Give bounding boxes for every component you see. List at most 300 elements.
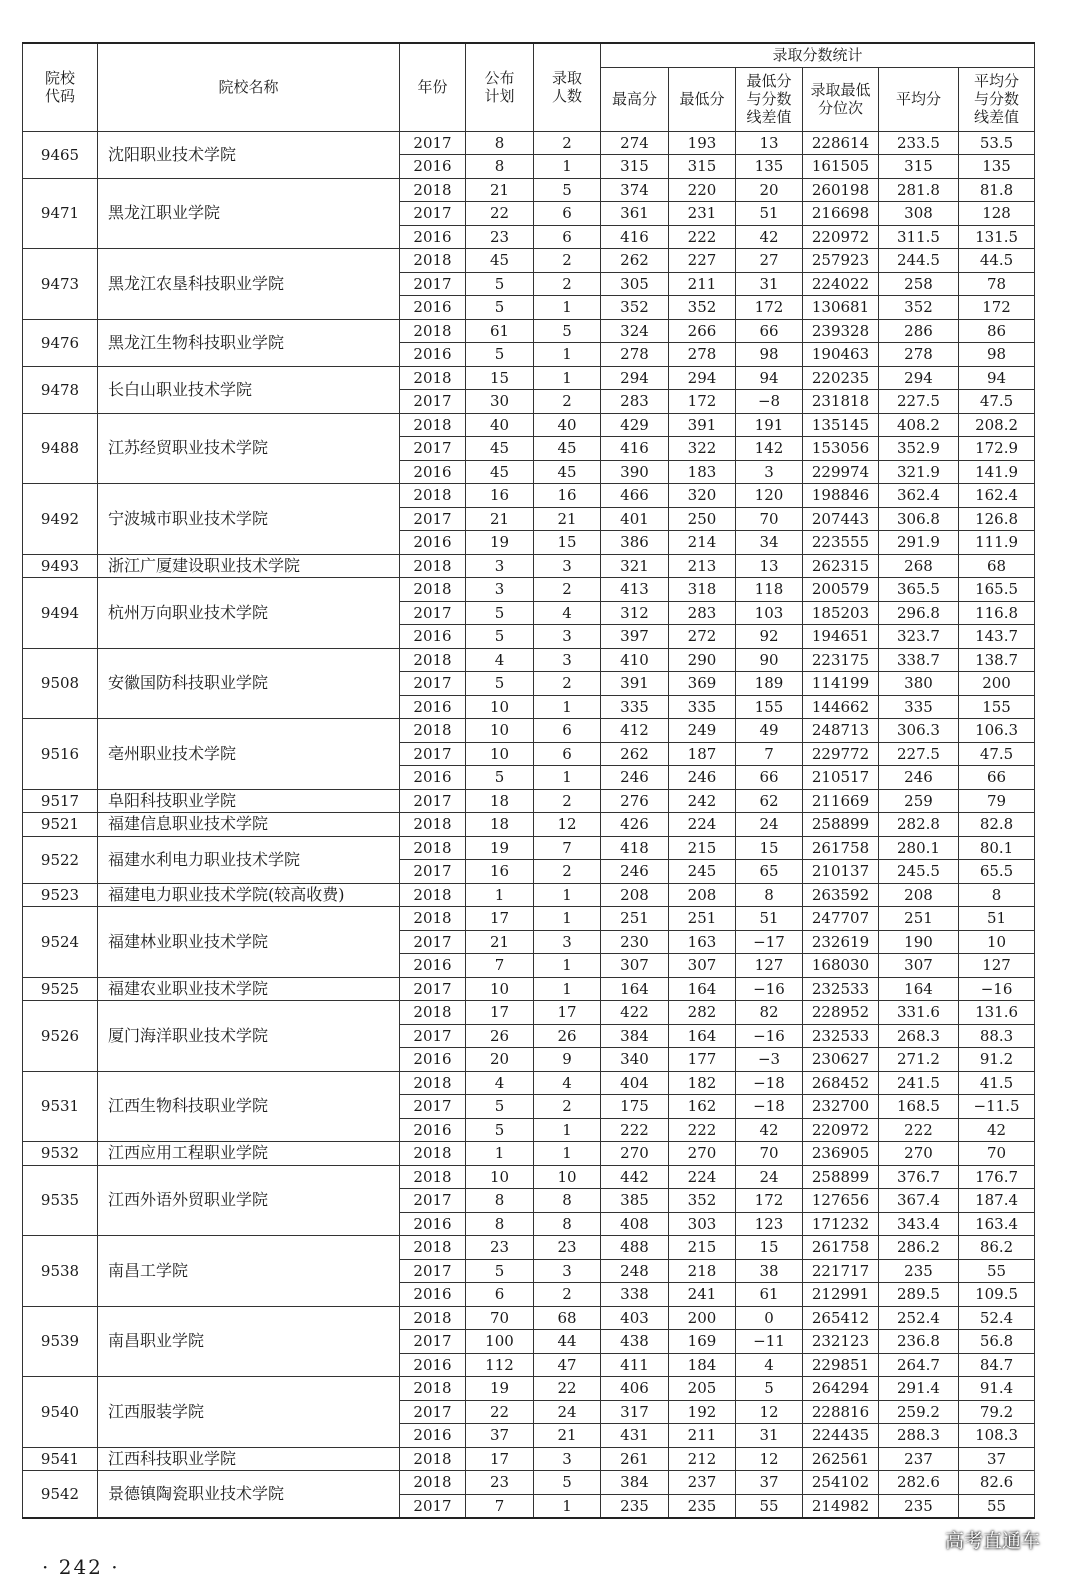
school-name-cell: 江西应用工程职业学院 bbox=[98, 1142, 400, 1166]
min-rank-cell: 214982 bbox=[803, 1494, 879, 1518]
table-row bbox=[23, 578, 1035, 602]
year-cell: 2017 bbox=[400, 1494, 466, 1518]
min-score-cell: 290 bbox=[669, 648, 736, 672]
min-score-cell: 227 bbox=[669, 249, 736, 273]
max-score-cell: 283 bbox=[601, 390, 669, 414]
admitted-cell: 2 bbox=[534, 860, 601, 884]
avg-score-cell: 280.1 bbox=[879, 836, 959, 860]
min-score-cell: 172 bbox=[669, 390, 736, 414]
avg-score-cell: 258 bbox=[879, 272, 959, 296]
plan-cell: 22 bbox=[466, 202, 534, 226]
admitted-cell: 68 bbox=[534, 1306, 601, 1330]
avg-score-cell: 376.7 bbox=[879, 1165, 959, 1189]
avg-diff-cell: 138.7 bbox=[959, 648, 1035, 672]
plan-cell: 3 bbox=[466, 554, 534, 578]
avg-score-cell: 288.3 bbox=[879, 1424, 959, 1448]
min-score-cell: 218 bbox=[669, 1259, 736, 1283]
min-rank-cell: 260198 bbox=[803, 178, 879, 202]
year-cell: 2017 bbox=[400, 1330, 466, 1354]
school-name-cell: 黑龙江生物科技职业学院 bbox=[98, 319, 400, 366]
admitted-cell: 6 bbox=[534, 719, 601, 743]
min-rank-cell: 247707 bbox=[803, 907, 879, 931]
max-score-cell: 222 bbox=[601, 1118, 669, 1142]
year-cell: 2018 bbox=[400, 1071, 466, 1095]
min-rank-cell: 220972 bbox=[803, 1118, 879, 1142]
plan-cell: 45 bbox=[466, 249, 534, 273]
min-diff-cell: 70 bbox=[736, 507, 803, 531]
year-cell: 2018 bbox=[400, 1447, 466, 1471]
avg-diff-cell: 143.7 bbox=[959, 625, 1035, 649]
plan-cell: 10 bbox=[466, 977, 534, 1001]
avg-score-cell: 365.5 bbox=[879, 578, 959, 602]
avg-diff-cell: 200 bbox=[959, 672, 1035, 696]
school-code-cell: 9488 bbox=[23, 413, 98, 484]
max-score-cell: 404 bbox=[601, 1071, 669, 1095]
min-rank-cell: 261758 bbox=[803, 836, 879, 860]
avg-diff-cell: 52.4 bbox=[959, 1306, 1035, 1330]
avg-score-cell: 306.8 bbox=[879, 507, 959, 531]
min-diff-cell: 172 bbox=[736, 296, 803, 320]
min-diff-cell: 27 bbox=[736, 249, 803, 273]
plan-cell: 5 bbox=[466, 672, 534, 696]
avg-score-cell: 291.9 bbox=[879, 531, 959, 555]
min-diff-cell: 90 bbox=[736, 648, 803, 672]
max-score-cell: 385 bbox=[601, 1189, 669, 1213]
min-diff-cell: 3 bbox=[736, 460, 803, 484]
max-score-cell: 246 bbox=[601, 766, 669, 790]
avg-diff-cell: 172.9 bbox=[959, 437, 1035, 461]
school-code-cell: 9526 bbox=[23, 1001, 98, 1072]
year-cell: 2018 bbox=[400, 883, 466, 907]
max-score-cell: 251 bbox=[601, 907, 669, 931]
plan-cell: 5 bbox=[466, 343, 534, 367]
min-diff-cell: 24 bbox=[736, 813, 803, 837]
school-code-cell: 9522 bbox=[23, 836, 98, 883]
school-name-cell: 长白山职业技术学院 bbox=[98, 366, 400, 413]
admitted-cell: 4 bbox=[534, 601, 601, 625]
plan-cell: 5 bbox=[466, 272, 534, 296]
header-min-score: 最低分 bbox=[669, 67, 736, 131]
admitted-cell: 12 bbox=[534, 813, 601, 837]
year-cell: 2016 bbox=[400, 343, 466, 367]
avg-score-cell: 208 bbox=[879, 883, 959, 907]
avg-diff-cell: 131.5 bbox=[959, 225, 1035, 249]
min-rank-cell: 230627 bbox=[803, 1048, 879, 1072]
min-score-cell: 270 bbox=[669, 1142, 736, 1166]
plan-cell: 18 bbox=[466, 789, 534, 813]
header-stats-group: 录取分数统计 bbox=[601, 43, 1035, 67]
min-score-cell: 192 bbox=[669, 1400, 736, 1424]
plan-cell: 23 bbox=[466, 1236, 534, 1260]
plan-cell: 8 bbox=[466, 131, 534, 155]
admitted-cell: 1 bbox=[534, 954, 601, 978]
admitted-cell: 4 bbox=[534, 1071, 601, 1095]
min-rank-cell: 144662 bbox=[803, 695, 879, 719]
admitted-cell: 1 bbox=[534, 766, 601, 790]
admitted-cell: 2 bbox=[534, 249, 601, 273]
plan-cell: 8 bbox=[466, 155, 534, 179]
min-score-cell: 235 bbox=[669, 1494, 736, 1518]
min-score-cell: 241 bbox=[669, 1283, 736, 1307]
admitted-cell: 1 bbox=[534, 883, 601, 907]
admitted-cell: 17 bbox=[534, 1001, 601, 1025]
min-rank-cell: 207443 bbox=[803, 507, 879, 531]
school-code-cell: 9517 bbox=[23, 789, 98, 813]
min-diff-cell: −16 bbox=[736, 1024, 803, 1048]
min-score-cell: 182 bbox=[669, 1071, 736, 1095]
admitted-cell: 2 bbox=[534, 789, 601, 813]
table-row bbox=[23, 813, 1035, 837]
plan-cell: 5 bbox=[466, 601, 534, 625]
min-score-cell: 164 bbox=[669, 977, 736, 1001]
school-code-cell: 9493 bbox=[23, 554, 98, 578]
plan-cell: 45 bbox=[466, 460, 534, 484]
min-diff-cell: 42 bbox=[736, 225, 803, 249]
year-cell: 2018 bbox=[400, 366, 466, 390]
plan-cell: 5 bbox=[466, 1095, 534, 1119]
avg-diff-cell: 47.5 bbox=[959, 390, 1035, 414]
avg-diff-cell: 162.4 bbox=[959, 484, 1035, 508]
admitted-cell: 16 bbox=[534, 484, 601, 508]
plan-cell: 100 bbox=[466, 1330, 534, 1354]
min-score-cell: 205 bbox=[669, 1377, 736, 1401]
school-name-cell: 亳州职业技术学院 bbox=[98, 719, 400, 790]
min-diff-cell: 61 bbox=[736, 1283, 803, 1307]
avg-score-cell: 306.3 bbox=[879, 719, 959, 743]
avg-score-cell: 335 bbox=[879, 695, 959, 719]
avg-score-cell: 241.5 bbox=[879, 1071, 959, 1095]
year-cell: 2016 bbox=[400, 225, 466, 249]
min-diff-cell: 5 bbox=[736, 1377, 803, 1401]
avg-score-cell: 227.5 bbox=[879, 742, 959, 766]
year-cell: 2018 bbox=[400, 484, 466, 508]
min-diff-cell: 13 bbox=[736, 554, 803, 578]
max-score-cell: 418 bbox=[601, 836, 669, 860]
avg-score-cell: 268.3 bbox=[879, 1024, 959, 1048]
avg-diff-cell: 155 bbox=[959, 695, 1035, 719]
min-score-cell: 246 bbox=[669, 766, 736, 790]
plan-cell: 1 bbox=[466, 883, 534, 907]
avg-score-cell: 408.2 bbox=[879, 413, 959, 437]
min-rank-cell: 232619 bbox=[803, 930, 879, 954]
min-score-cell: 222 bbox=[669, 1118, 736, 1142]
min-diff-cell: 123 bbox=[736, 1212, 803, 1236]
min-score-cell: 322 bbox=[669, 437, 736, 461]
min-diff-cell: 37 bbox=[736, 1471, 803, 1495]
min-rank-cell: 257923 bbox=[803, 249, 879, 273]
min-rank-cell: 232123 bbox=[803, 1330, 879, 1354]
min-diff-cell: 8 bbox=[736, 883, 803, 907]
admitted-cell: 3 bbox=[534, 1259, 601, 1283]
min-rank-cell: 212991 bbox=[803, 1283, 879, 1307]
plan-cell: 5 bbox=[466, 296, 534, 320]
plan-cell: 17 bbox=[466, 907, 534, 931]
admitted-cell: 45 bbox=[534, 460, 601, 484]
admitted-cell: 1 bbox=[534, 296, 601, 320]
year-cell: 2016 bbox=[400, 1353, 466, 1377]
avg-diff-cell: 109.5 bbox=[959, 1283, 1035, 1307]
avg-diff-cell: 80.1 bbox=[959, 836, 1035, 860]
avg-diff-cell: 55 bbox=[959, 1494, 1035, 1518]
avg-diff-cell: 42 bbox=[959, 1118, 1035, 1142]
min-score-cell: 278 bbox=[669, 343, 736, 367]
plan-cell: 5 bbox=[466, 766, 534, 790]
min-rank-cell: 229772 bbox=[803, 742, 879, 766]
min-diff-cell: 118 bbox=[736, 578, 803, 602]
school-code-cell: 9465 bbox=[23, 131, 98, 178]
admitted-cell: 15 bbox=[534, 531, 601, 555]
table-row bbox=[23, 319, 1035, 343]
school-name-cell: 厦门海洋职业技术学院 bbox=[98, 1001, 400, 1072]
max-score-cell: 321 bbox=[601, 554, 669, 578]
avg-score-cell: 237 bbox=[879, 1447, 959, 1471]
max-score-cell: 416 bbox=[601, 437, 669, 461]
school-name-cell: 福建农业职业技术学院 bbox=[98, 977, 400, 1001]
avg-diff-cell: 70 bbox=[959, 1142, 1035, 1166]
year-cell: 2018 bbox=[400, 1001, 466, 1025]
admitted-cell: 2 bbox=[534, 1283, 601, 1307]
year-cell: 2017 bbox=[400, 789, 466, 813]
plan-cell: 18 bbox=[466, 813, 534, 837]
admitted-cell: 1 bbox=[534, 907, 601, 931]
min-diff-cell: 51 bbox=[736, 907, 803, 931]
min-diff-cell: 0 bbox=[736, 1306, 803, 1330]
min-diff-cell: 94 bbox=[736, 366, 803, 390]
avg-score-cell: 245.5 bbox=[879, 860, 959, 884]
max-score-cell: 397 bbox=[601, 625, 669, 649]
plan-cell: 8 bbox=[466, 1189, 534, 1213]
avg-diff-cell: 41.5 bbox=[959, 1071, 1035, 1095]
year-cell: 2018 bbox=[400, 813, 466, 837]
max-score-cell: 413 bbox=[601, 578, 669, 602]
year-cell: 2017 bbox=[400, 601, 466, 625]
year-cell: 2018 bbox=[400, 1236, 466, 1260]
min-rank-cell: 254102 bbox=[803, 1471, 879, 1495]
max-score-cell: 422 bbox=[601, 1001, 669, 1025]
avg-score-cell: 164 bbox=[879, 977, 959, 1001]
admitted-cell: 44 bbox=[534, 1330, 601, 1354]
min-score-cell: 315 bbox=[669, 155, 736, 179]
min-diff-cell: −18 bbox=[736, 1071, 803, 1095]
min-diff-cell: 142 bbox=[736, 437, 803, 461]
school-code-cell: 9525 bbox=[23, 977, 98, 1001]
min-rank-cell: 232700 bbox=[803, 1095, 879, 1119]
avg-score-cell: 352.9 bbox=[879, 437, 959, 461]
min-score-cell: 282 bbox=[669, 1001, 736, 1025]
admitted-cell: 9 bbox=[534, 1048, 601, 1072]
avg-diff-cell: 106.3 bbox=[959, 719, 1035, 743]
min-rank-cell: 261758 bbox=[803, 1236, 879, 1260]
max-score-cell: 416 bbox=[601, 225, 669, 249]
min-diff-cell: 34 bbox=[736, 531, 803, 555]
school-name-cell: 江西服装学院 bbox=[98, 1377, 400, 1448]
avg-diff-cell: 108.3 bbox=[959, 1424, 1035, 1448]
min-score-cell: 208 bbox=[669, 883, 736, 907]
admitted-cell: 3 bbox=[534, 930, 601, 954]
min-diff-cell: 65 bbox=[736, 860, 803, 884]
admitted-cell: 21 bbox=[534, 1424, 601, 1448]
min-rank-cell: 216698 bbox=[803, 202, 879, 226]
max-score-cell: 276 bbox=[601, 789, 669, 813]
avg-score-cell: 307 bbox=[879, 954, 959, 978]
avg-diff-cell: 111.9 bbox=[959, 531, 1035, 555]
plan-cell: 17 bbox=[466, 1001, 534, 1025]
min-diff-cell: 92 bbox=[736, 625, 803, 649]
max-score-cell: 403 bbox=[601, 1306, 669, 1330]
plan-cell: 10 bbox=[466, 742, 534, 766]
avg-score-cell: 190 bbox=[879, 930, 959, 954]
year-cell: 2017 bbox=[400, 272, 466, 296]
avg-score-cell: 315 bbox=[879, 155, 959, 179]
avg-score-cell: 271.2 bbox=[879, 1048, 959, 1072]
table-body bbox=[23, 131, 1035, 1518]
plan-cell: 10 bbox=[466, 719, 534, 743]
min-rank-cell: 264294 bbox=[803, 1377, 879, 1401]
year-cell: 2018 bbox=[400, 1471, 466, 1495]
avg-diff-cell: 37 bbox=[959, 1447, 1035, 1471]
min-score-cell: 224 bbox=[669, 1165, 736, 1189]
admitted-cell: 2 bbox=[534, 672, 601, 696]
year-cell: 2017 bbox=[400, 1400, 466, 1424]
year-cell: 2018 bbox=[400, 1306, 466, 1330]
avg-diff-cell: 116.8 bbox=[959, 601, 1035, 625]
table-row bbox=[23, 907, 1035, 931]
min-score-cell: 303 bbox=[669, 1212, 736, 1236]
school-name-cell: 福建信息职业技术学院 bbox=[98, 813, 400, 837]
max-score-cell: 390 bbox=[601, 460, 669, 484]
header-avg-diff: 平均分 与分数 线差值 bbox=[959, 67, 1035, 131]
plan-cell: 21 bbox=[466, 930, 534, 954]
min-diff-cell: 127 bbox=[736, 954, 803, 978]
year-cell: 2018 bbox=[400, 1142, 466, 1166]
avg-score-cell: 308 bbox=[879, 202, 959, 226]
year-cell: 2017 bbox=[400, 672, 466, 696]
avg-diff-cell: 135 bbox=[959, 155, 1035, 179]
max-score-cell: 262 bbox=[601, 249, 669, 273]
min-score-cell: 266 bbox=[669, 319, 736, 343]
min-score-cell: 215 bbox=[669, 836, 736, 860]
avg-score-cell: 227.5 bbox=[879, 390, 959, 414]
min-score-cell: 220 bbox=[669, 178, 736, 202]
min-rank-cell: 161505 bbox=[803, 155, 879, 179]
min-diff-cell: −3 bbox=[736, 1048, 803, 1072]
admitted-cell: 47 bbox=[534, 1353, 601, 1377]
admitted-cell: 22 bbox=[534, 1377, 601, 1401]
avg-diff-cell: 176.7 bbox=[959, 1165, 1035, 1189]
admitted-cell: 1 bbox=[534, 977, 601, 1001]
plan-cell: 16 bbox=[466, 484, 534, 508]
max-score-cell: 438 bbox=[601, 1330, 669, 1354]
school-name-cell: 南昌职业学院 bbox=[98, 1306, 400, 1377]
avg-diff-cell: 82.8 bbox=[959, 813, 1035, 837]
plan-cell: 20 bbox=[466, 1048, 534, 1072]
min-diff-cell: 55 bbox=[736, 1494, 803, 1518]
avg-score-cell: 244.5 bbox=[879, 249, 959, 273]
admitted-cell: 21 bbox=[534, 507, 601, 531]
table-row bbox=[23, 249, 1035, 273]
plan-cell: 7 bbox=[466, 954, 534, 978]
min-diff-cell: 12 bbox=[736, 1447, 803, 1471]
min-diff-cell: 51 bbox=[736, 202, 803, 226]
avg-diff-cell: 208.2 bbox=[959, 413, 1035, 437]
avg-score-cell: 246 bbox=[879, 766, 959, 790]
min-diff-cell: 66 bbox=[736, 319, 803, 343]
avg-diff-cell: −16 bbox=[959, 977, 1035, 1001]
plan-cell: 8 bbox=[466, 1212, 534, 1236]
header-max-score: 最高分 bbox=[601, 67, 669, 131]
avg-diff-cell: 126.8 bbox=[959, 507, 1035, 531]
min-rank-cell: 268452 bbox=[803, 1071, 879, 1095]
table-row bbox=[23, 883, 1035, 907]
admitted-cell: 3 bbox=[534, 554, 601, 578]
min-diff-cell: 31 bbox=[736, 1424, 803, 1448]
min-score-cell: 169 bbox=[669, 1330, 736, 1354]
min-diff-cell: 66 bbox=[736, 766, 803, 790]
avg-diff-cell: 127 bbox=[959, 954, 1035, 978]
avg-score-cell: 323.7 bbox=[879, 625, 959, 649]
max-score-cell: 426 bbox=[601, 813, 669, 837]
year-cell: 2017 bbox=[400, 1024, 466, 1048]
min-diff-cell: 13 bbox=[736, 131, 803, 155]
plan-cell: 30 bbox=[466, 390, 534, 414]
admitted-cell: 2 bbox=[534, 131, 601, 155]
school-name-cell: 浙江广厦建设职业技术学院 bbox=[98, 554, 400, 578]
school-name-cell: 黑龙江职业学院 bbox=[98, 178, 400, 249]
min-rank-cell: 258899 bbox=[803, 1165, 879, 1189]
school-code-cell: 9494 bbox=[23, 578, 98, 649]
max-score-cell: 384 bbox=[601, 1471, 669, 1495]
avg-diff-cell: 44.5 bbox=[959, 249, 1035, 273]
min-rank-cell: 263592 bbox=[803, 883, 879, 907]
plan-cell: 4 bbox=[466, 648, 534, 672]
min-diff-cell: 98 bbox=[736, 343, 803, 367]
avg-score-cell: 321.9 bbox=[879, 460, 959, 484]
min-score-cell: 352 bbox=[669, 1189, 736, 1213]
avg-score-cell: 251 bbox=[879, 907, 959, 931]
min-score-cell: 391 bbox=[669, 413, 736, 437]
avg-diff-cell: 91.2 bbox=[959, 1048, 1035, 1072]
admitted-cell: 2 bbox=[534, 390, 601, 414]
header-plan: 公布 计划 bbox=[466, 43, 534, 131]
min-score-cell: 369 bbox=[669, 672, 736, 696]
min-score-cell: 163 bbox=[669, 930, 736, 954]
min-diff-cell: 7 bbox=[736, 742, 803, 766]
school-code-cell: 9524 bbox=[23, 907, 98, 978]
avg-diff-cell: 66 bbox=[959, 766, 1035, 790]
min-rank-cell: 258899 bbox=[803, 813, 879, 837]
min-rank-cell: 185203 bbox=[803, 601, 879, 625]
min-rank-cell: 223555 bbox=[803, 531, 879, 555]
max-score-cell: 274 bbox=[601, 131, 669, 155]
plan-cell: 5 bbox=[466, 1259, 534, 1283]
max-score-cell: 312 bbox=[601, 601, 669, 625]
header-school-name: 院校名称 bbox=[98, 43, 400, 131]
plan-cell: 6 bbox=[466, 1283, 534, 1307]
school-code-cell: 9508 bbox=[23, 648, 98, 719]
admitted-cell: 1 bbox=[534, 366, 601, 390]
admitted-cell: 23 bbox=[534, 1236, 601, 1260]
min-score-cell: 242 bbox=[669, 789, 736, 813]
year-cell: 2018 bbox=[400, 1377, 466, 1401]
year-cell: 2017 bbox=[400, 202, 466, 226]
admitted-cell: 3 bbox=[534, 625, 601, 649]
admitted-cell: 1 bbox=[534, 695, 601, 719]
min-score-cell: 211 bbox=[669, 1424, 736, 1448]
header-min-diff: 最低分 与分数 线差值 bbox=[736, 67, 803, 131]
min-rank-cell: 114199 bbox=[803, 672, 879, 696]
min-score-cell: 335 bbox=[669, 695, 736, 719]
year-cell: 2018 bbox=[400, 1165, 466, 1189]
